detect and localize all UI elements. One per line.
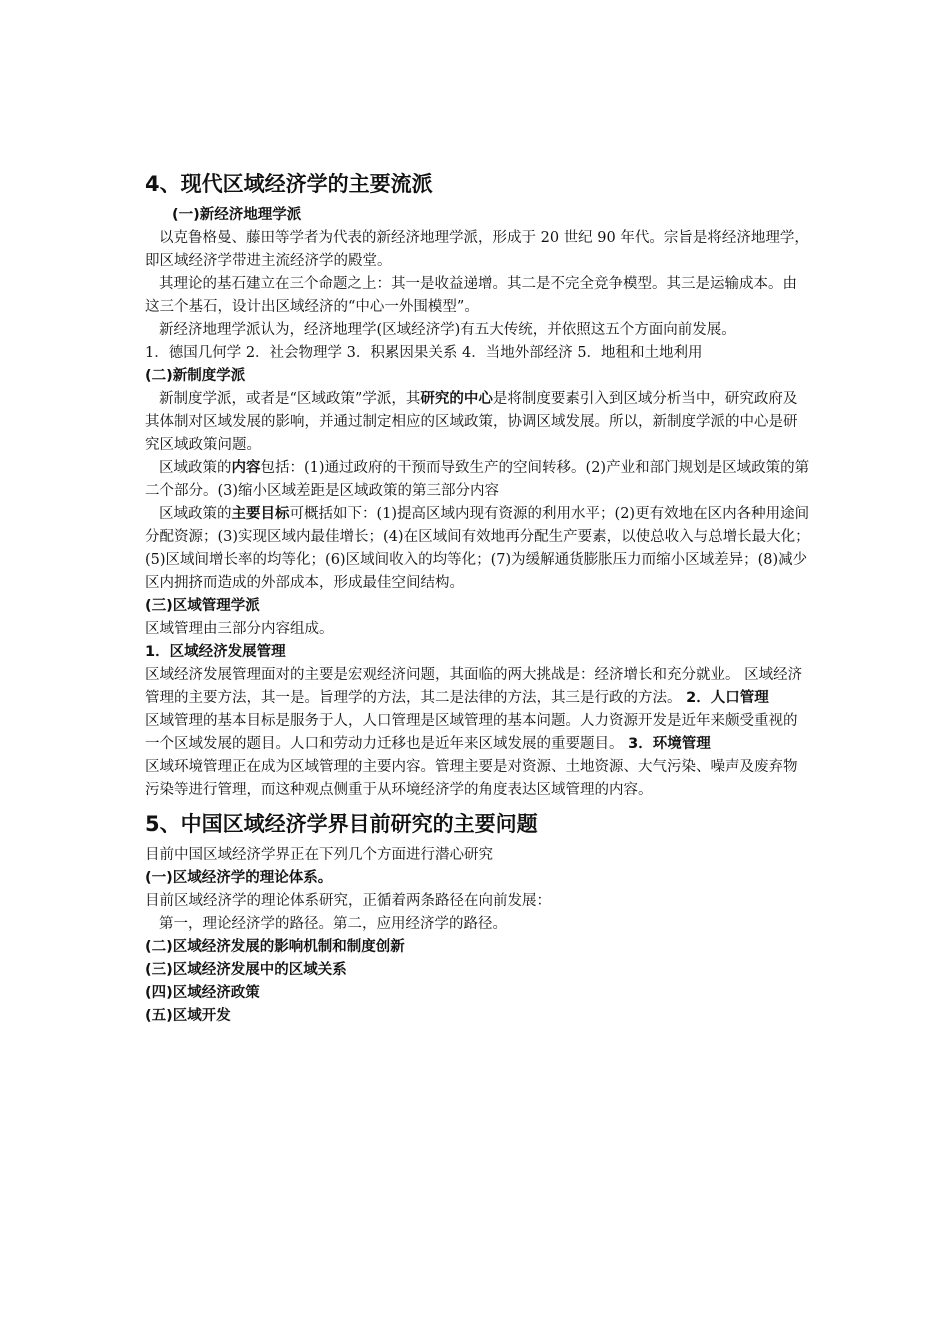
- school-3-item-2-heading: 2．人口管理: [686, 690, 769, 706]
- school-3-intro: 区域管理由三部分内容组成。: [145, 621, 334, 637]
- school-3-item-1-paragraph: [145, 664, 810, 710]
- school-3-heading: (三)区域管理学派: [145, 598, 260, 614]
- school-2-p1-bold: 研究的中心: [420, 391, 493, 407]
- school-2-p3-text-a: 区域政策的: [159, 506, 232, 522]
- school-1-paragraph-2: 其理论的基石建立在三个命题之上：其一是收益递增。其二是不完全竞争模型。其三是运输成本。由这三个基石，设计出区域经济的“中心一外围模型”。: [145, 276, 797, 315]
- school-1-heading: (一)新经济地理学派: [172, 207, 302, 223]
- school-2-paragraph-2: [145, 457, 810, 503]
- school-2-p3-bold: 主要目标: [231, 506, 290, 522]
- document-page: [145, 168, 810, 1028]
- section-5-item-4-heading: (四)区域经济政策: [145, 985, 260, 1001]
- section-4-title: 4、现代区域经济学的主要流派: [145, 172, 433, 196]
- section-5-item-1-paragraph-1: 目前区域经济学的理论体系研究，正循着两条路径在向前发展：: [145, 893, 551, 909]
- school-2-paragraph-1: [145, 388, 810, 457]
- school-1-paragraph-1: 以克鲁格曼、藤田等学者为代表的新经济地理学派，形成于 20 世纪 90 年代。宗旨是将经济地理学，即区域经济学带进主流经济学的殿堂。: [145, 230, 809, 269]
- section-5-item-2-heading: (二)区域经济发展的影响机制和制度创新: [145, 939, 405, 955]
- school-2-p1-text-a: 新制度学派，或者是“区域政策”学派，其: [159, 391, 421, 407]
- school-1-paragraph-3: 新经济地理学派认为，经济地理学(区域经济学)有五大传统，并依照这五个方面向前发展。: [159, 322, 736, 338]
- school-2-p2-text-a: 区域政策的: [159, 460, 232, 476]
- school-1-traditions-list: 1．德国几何学 2．社会物理学 3．积累因果关系 4．当地外部经济 5．地租和土地利用: [145, 345, 703, 361]
- school-3-item-1-text: 区域经济发展管理面对的主要是宏观经济问题，其面临的两大挑战是：经济增长和充分就业。 区域经济管理的主要方法，其一是。旨理学的方法，其二是法律的方法，其三是行政的方法。: [145, 667, 803, 706]
- school-3-item-3-paragraph: 区域环境管理正在成为区域管理的主要内容。管理主要是对资源、土地资源、大气污染、噪声及废弃物污染等进行管理，而这种观点侧重于从环境经济学的角度表达区域管理的内容。: [145, 759, 798, 798]
- school-2-paragraph-3: [145, 503, 810, 595]
- section-5-item-1-heading: (一)区域经济学的理论体系。: [145, 870, 333, 886]
- section-5-item-1-paragraph-2: 第一，理论经济学的路径。第二，应用经济学的路径。: [159, 916, 507, 932]
- school-3-item-1-heading: 1．区域经济发展管理: [145, 644, 286, 660]
- school-2-p1-text-b: 是将制度要素引入到区域分析当中，研究政府及其体制对区域发展的影响，并通过制定相应的区域政策，协调区域发展。所以，新制度学派的中心是研究区域政策问题。: [145, 391, 798, 453]
- school-3-item-2-text: 区域管理的基本目标是服务于人，人口管理是区域管理的基本问题。人力资源开发是近年来颇受重视的一个区域发展的题目。人口和劳动力迁移也是近年来区域发展的重要题目。: [145, 713, 798, 752]
- school-2-heading: (二)新制度学派: [145, 368, 246, 384]
- section-5-intro: 目前中国区域经济学界正在下列几个方面进行潜心研究: [145, 847, 493, 863]
- section-5-item-5-heading: (五)区域开发: [145, 1008, 231, 1024]
- section-5-title: 5、中国区域经济学界目前研究的主要问题: [145, 812, 538, 836]
- school-3-item-2-paragraph: [145, 710, 810, 756]
- section-5-item-3-heading: (三)区域经济发展中的区域关系: [145, 962, 347, 978]
- school-3-item-3-heading: 3．环境管理: [628, 736, 711, 752]
- school-2-p2-bold: 内容: [231, 460, 261, 476]
- school-2-p3-text-b: 可概括如下：(1)提高区域内现有资源的利用水平；(2)更有效地在区内各种用途间分配资源；(3)实现区域内最佳增长；(4)在区域间有效地再分配生产要素，以使总收入与总增长最大化；(5)区域间增长率的均等化；(6)区域间收入的均等化；(7)为缓解通货膨胀压力而缩小区域差异；(8)减少区内拥挤而造成的外部成本，形成最佳空间结构。: [145, 506, 810, 591]
- school-2-p2-text-b: 包括：(1)通过政府的干预而导致生产的空间转移。(2)产业和部门规划是区域政策的第二个部分。(3)缩小区域差距是区域政策的第三部分内容: [145, 460, 810, 499]
